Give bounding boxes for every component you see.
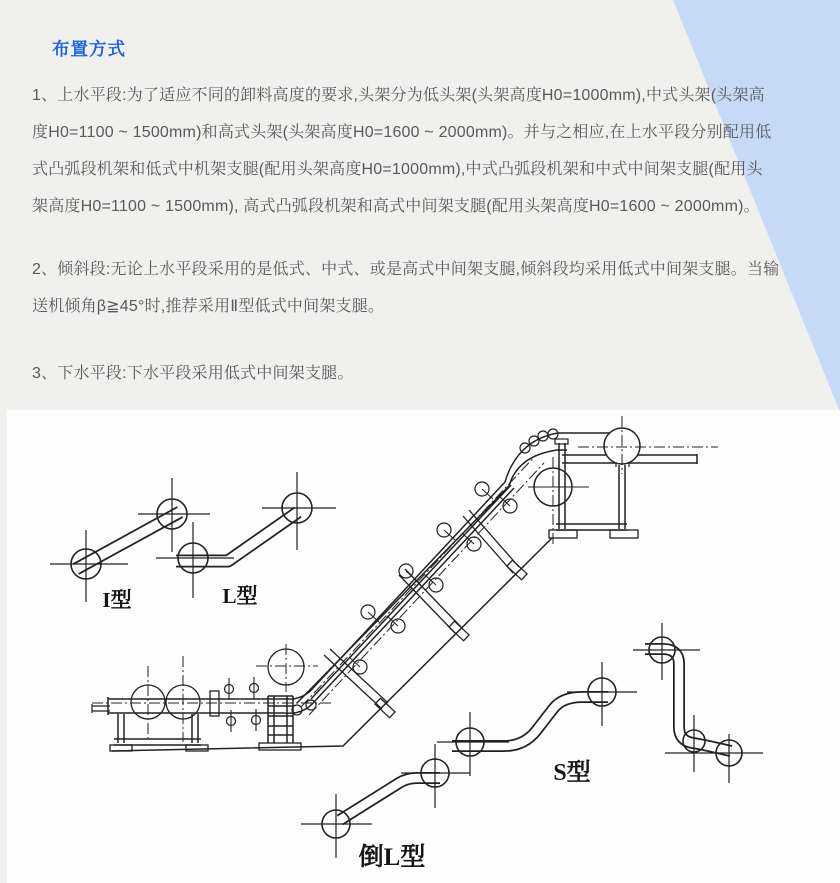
paragraph-1-line-1: 1、上水平段:为了适应不同的卸料高度的要求,头架分为低头架(头架高度H0=1000mm),中式头架(头架高 (32, 87, 765, 104)
inverted-l-type-label: 倒L型 (358, 844, 426, 871)
main-conveyor-drawing (92, 416, 718, 751)
l-type-label: L型 (222, 584, 258, 608)
paragraph-2-line-2: 送机倾角β≧45°时,推荐采用Ⅱ型低式中间架支腿。 (32, 298, 385, 315)
z-type-schematic (633, 623, 763, 783)
s-type-schematic (437, 662, 637, 786)
paragraph-3-line-1: 3、下水平段:下水平段采用低式中间架支腿。 (32, 365, 354, 382)
tail-pulleys (131, 649, 304, 719)
page-title: 布置方式 (52, 39, 126, 59)
paragraph-1-line-4: 架高度H0=1100 ~ 1500mm), 高式凸弧段机架和高式中间架支腿(配用头架高度H0=1600 ~ 2000mm)。 (32, 198, 760, 215)
tail-centerlines (92, 644, 332, 742)
paragraph-1-line-3: 式凸弧段机架和低式中机架支腿(配用头架高度H0=1000mm),中式凸弧段机架和中式中间架支腿(配用头 (32, 161, 763, 178)
s-type-label: S型 (553, 760, 591, 786)
incline-braces (324, 510, 527, 718)
i-type-label: I型 (102, 588, 132, 612)
head-frame-right-post (619, 465, 625, 529)
l-type-schematic (156, 472, 336, 608)
inverted-l-type-schematic (301, 744, 470, 871)
tail-frame (110, 691, 301, 751)
paragraph-2-line-1: 2、倾斜段:无论上水平段采用的是低式、中式、或是高式中间架支腿,倾斜段均采用低式中间架支腿。当输 (32, 261, 780, 278)
ground-line (112, 538, 552, 751)
paragraph-1-line-2: 度H0=1100 ~ 1500mm)和高式头架(头架高度H0=1600 ~ 2000mm)。并与之相应,在上水平段分别配用低 (32, 124, 772, 141)
head-section (520, 428, 697, 538)
layout-types-diagram (0, 410, 840, 883)
